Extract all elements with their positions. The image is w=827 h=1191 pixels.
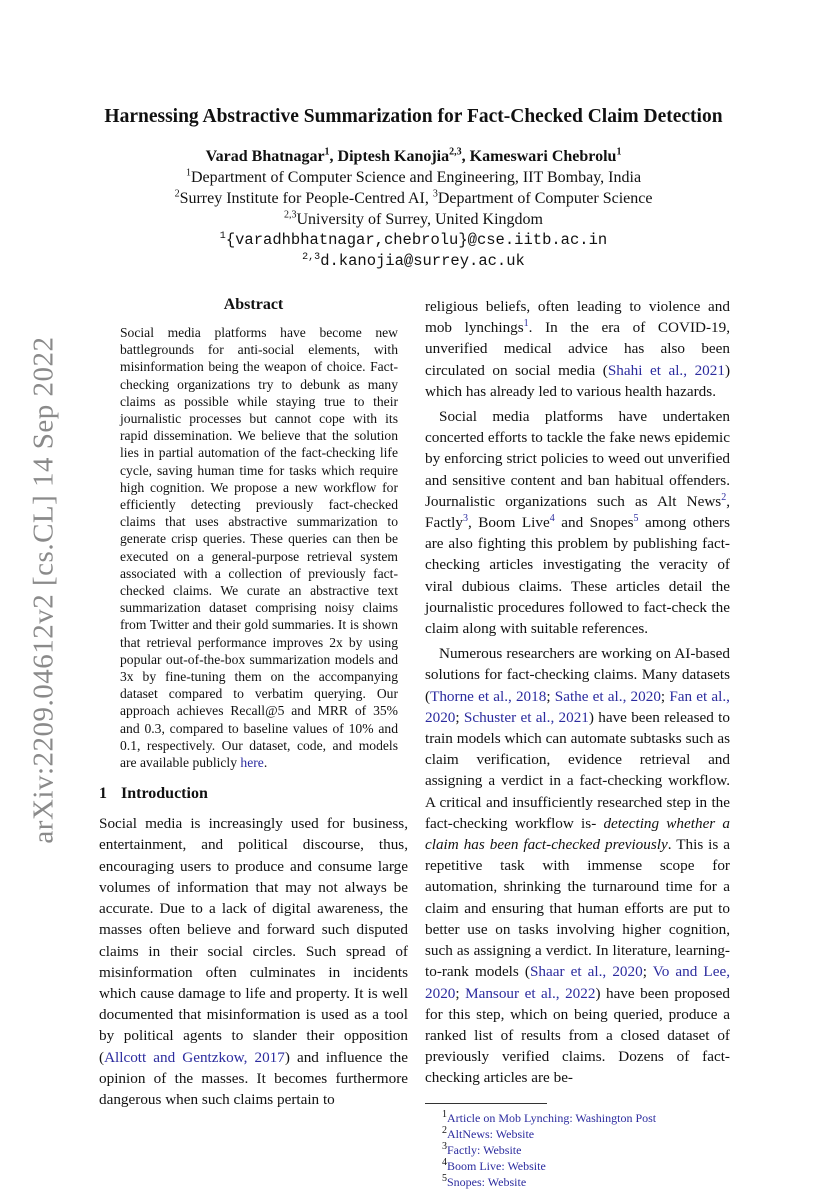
footnote-link[interactable]: AltNews: Website <box>447 1126 535 1141</box>
abstract-heading: Abstract <box>223 296 284 313</box>
footnote-marker[interactable]: 1 <box>523 318 529 330</box>
footnote-link[interactable]: Article on Mob Lynching: Washington Post <box>447 1110 657 1125</box>
separator: ; <box>642 963 653 981</box>
footnote-marker[interactable]: 2 <box>721 491 727 503</box>
footnote-number: 2 <box>442 1124 447 1136</box>
intro-paragraph <box>99 813 408 1110</box>
paragraph-text: among others are also fighting this problem by publishing fact-checking articles investigating the veracity of viral dubious claims. These articles detail the journalistic procedures followed to fact-check the claim along with suitable references. <box>425 514 730 638</box>
author-name: Diptesh Kanojia <box>337 148 450 165</box>
affiliation-text: Department of Computer Science and Engineering, IIT Bombay, India <box>190 169 642 186</box>
email-mark: 2,3 <box>302 251 321 263</box>
emphasis-text: detecting whether a claim has been fact-checked previously <box>425 814 730 854</box>
author-block <box>0 146 827 272</box>
paragraph <box>425 296 730 402</box>
separator: ; <box>455 708 464 726</box>
author-affiliation-mark: 1 <box>324 146 330 158</box>
paragraph-text: . This is a repetitive task with immense scope for automation, shrinking the turnaround time for a claim and ensuring that human efforts are put to better use on tasks involving higher cognition, such as assigning a verdict. In literature, learning-to-rank models ( <box>425 836 730 981</box>
citation-link[interactable]: Schuster et al., 2021 <box>463 708 589 726</box>
affiliation-line <box>0 167 827 188</box>
citation-link[interactable]: Mansour et al., 2022 <box>465 984 596 1002</box>
footnote-link[interactable]: Boom Live: Website <box>447 1159 546 1174</box>
paragraph-text: ) have been proposed for this step, which on being queried, produce a ranked list of results from a closed dataset of previously verified claims. Dozens of fact-checking articles are be- <box>425 984 730 1087</box>
footnote[interactable] <box>425 1174 730 1190</box>
citation-link[interactable]: Vo and Lee, 2020 <box>425 963 730 1002</box>
paragraph-text: . In the era of COVID-19, unverified medical advice has also been circulated on social media ( <box>425 319 731 379</box>
affiliation-line <box>0 188 827 209</box>
footnote[interactable] <box>425 1142 730 1158</box>
paragraph-text: Social media is increasingly used for business, entertainment, and political discourse, thus, encouraging users to produce and consume large volumes of information that may not always be accurate. Due to a lack of digital awareness, the masses often believe and forward such disputed claims in their social circles. Such spread of misinformation often culminates in incidents which cause damage to life and property. It is well documented that misinformation is used as a tool by political agents to slander their opposition ( <box>99 815 408 1066</box>
paragraph-text: Numerous researchers are working on AI-based solutions for fact-checking claims. Many datasets ( <box>425 645 730 705</box>
section-title: Introduction <box>121 785 208 803</box>
paragraph-text: and Snopes <box>554 514 634 532</box>
affiliation-mark: 2 <box>174 188 180 200</box>
section-heading <box>99 785 408 803</box>
paragraph <box>425 643 730 1088</box>
paragraph <box>425 406 730 639</box>
affiliation-mark: 2,3 <box>284 209 297 221</box>
affiliation-text: Department of Computer Science <box>437 190 653 207</box>
footnote-number: 3 <box>442 1140 447 1152</box>
email-line <box>0 251 827 272</box>
email-mark: 1 <box>219 230 226 242</box>
footnote-link[interactable]: Factly: Website <box>447 1142 522 1157</box>
abstract-body: Social media platforms have become new battlegrounds for anti-social elements, with misinformation being the weapon of choice. Fact-checking organizations try to debunk as many claims as possible while staying true to their journalistic processes but cannot cope with its rapid dissemination. We believe that the solution lies in partial automation of the fact-checking life cycle, saving human time for tasks which require high cognition. We propose a new workflow for efficiently detecting previously fact-checked claims that uses abstractive summarization to generate crisp queries. These queries can then be executed on a general-purpose retrieval system associated with a collection of previously fact-checked claims. We curate an abstractive text summarization dataset comprising noisy claims from Twitter and their gold summaries. It is shown that retrieval performance improves 2x by using popular out-of-the-box summarization models and 3x by fine-tuning them on the accompanying dataset compared to verbatim querying. Our approach achieves Recall@5 and MRR of 35% and 0.3, compared to baseline values of 10% and 0.1, respectively. Our dataset, code, and models are available publicly <box>120 325 398 771</box>
citation-link[interactable]: Shahi et al., 2021 <box>607 361 725 379</box>
section-number: 1 <box>99 785 107 803</box>
paragraph-text: ) have been released to train models which can automate subtasks such as claim verification, evidence retrieval and assigning a verdict in a fact-checking workflow. A critical and insufficiently researched step in the fact-checking workflow is- <box>425 708 730 832</box>
author-affiliation-mark: 1 <box>616 146 622 158</box>
author-affiliation-mark: 2,3 <box>449 146 462 158</box>
paragraph-text: Social media platforms have undertaken concerted efforts to tackle the fake news epidemic by enforcing strict policies to weed out unverified and sensitive content and ban habitual offenders. Journalistic organizations such as Alt News <box>425 408 730 510</box>
author-name: Varad Bhatnagar <box>205 148 325 165</box>
email-line <box>0 230 827 251</box>
footnote-marker[interactable]: 5 <box>633 512 639 524</box>
footnote-number: 1 <box>442 1108 447 1120</box>
footnote-divider <box>425 1103 547 1104</box>
affiliation-mark: 1 <box>185 167 191 179</box>
footnote-marker[interactable]: 3 <box>462 512 468 524</box>
footnote-number: 5 <box>442 1173 447 1185</box>
left-column <box>99 296 408 1110</box>
right-column <box>425 296 730 1191</box>
affiliation-line <box>0 209 827 230</box>
footnote[interactable] <box>425 1126 730 1142</box>
affiliation-text: University of Surrey, United Kingdom <box>296 211 543 228</box>
dataset-link[interactable]: here <box>240 755 264 771</box>
paragraph-text: , Factly <box>425 492 730 532</box>
separator: ; <box>455 984 466 1002</box>
paragraph-text: religious beliefs, often leading to violence and mob lynchings <box>425 298 730 337</box>
footnote[interactable] <box>425 1110 730 1126</box>
email-text: d.kanojia@surrey.ac.uk <box>320 252 525 270</box>
paragraph-text: , Boom Live <box>467 514 550 532</box>
separator: ; <box>546 687 555 705</box>
footnote[interactable] <box>425 1158 730 1174</box>
paragraph-text: ) and influence the opinion of the masses. It becomes furthermore dangerous when such claims pertain to <box>99 1048 409 1108</box>
separator: ; <box>660 687 670 705</box>
citation-link[interactable]: Thorne et al., 2018 <box>430 687 547 705</box>
footnote-number: 4 <box>442 1157 447 1169</box>
arxiv-identifier: arXiv:2209.04612v2 [cs.CL] 14 Sep 2022 <box>27 336 60 844</box>
citation-link[interactable]: Shaar et al., 2020 <box>529 963 643 981</box>
abstract-end: . <box>263 755 268 771</box>
citation-link[interactable]: Allcott and Gentzkow, 2017 <box>104 1048 285 1066</box>
footnote-link[interactable]: Snopes: Website <box>447 1175 527 1190</box>
abstract-text <box>120 324 398 771</box>
paragraph-text: ) which has already led to various health hazards. <box>425 361 731 400</box>
author-name: Kameswari Chebrolu <box>469 148 617 165</box>
citation-link[interactable]: Fan et al., 2020 <box>425 687 730 726</box>
citation-link[interactable]: Sathe et al., 2020 <box>554 687 661 705</box>
author-names: Varad Bhatnagar$^1$, Diptesh Kanojia$^{2,3}$, Kameswari Chebrolu$^1$ <box>205 146 622 165</box>
footnote-marker[interactable]: 4 <box>549 512 555 524</box>
email-text: {varadhbhatnagar,chebrolu}@cse.iitb.ac.in <box>225 231 608 249</box>
paper-title: Harnessing Abstractive Summarization for Fact-Checked Claim Detection <box>104 106 723 127</box>
affiliation-text: Surrey Institute for People-Centred AI, <box>179 190 433 207</box>
affiliation-mark: 3 <box>432 188 438 200</box>
